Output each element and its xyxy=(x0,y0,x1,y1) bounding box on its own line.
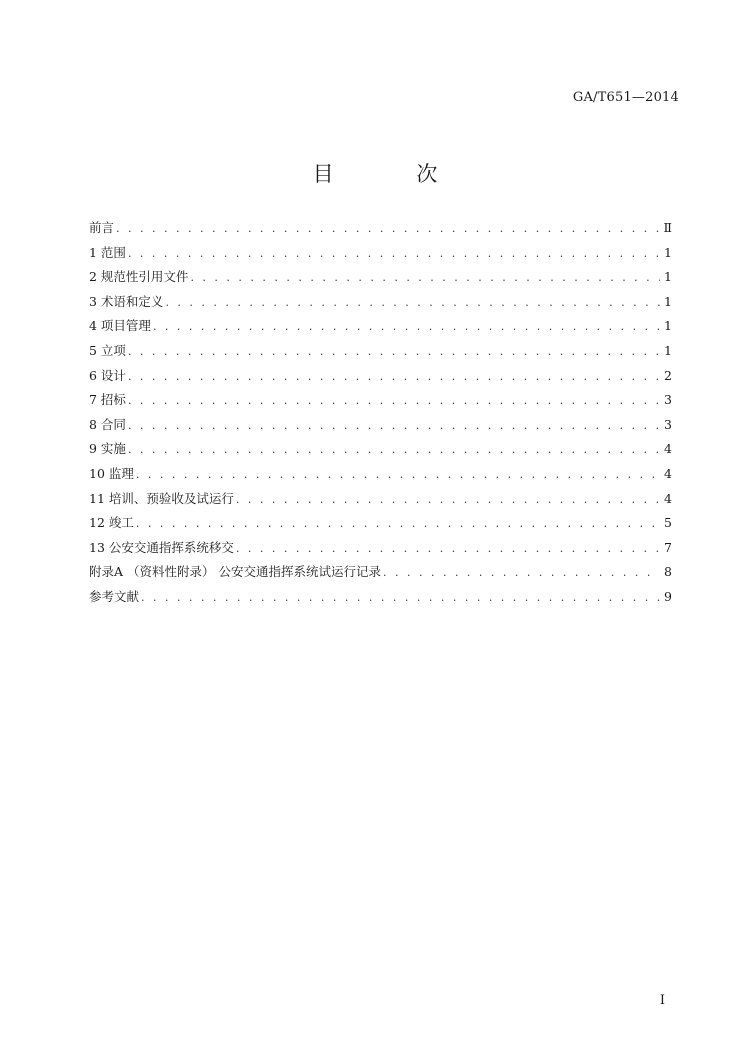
toc-entry-label: 附录A （资料性附录） 公安交通指挥系统试运行记录 xyxy=(89,564,381,580)
toc-entry-page: 1 xyxy=(664,293,672,309)
toc-entry-implementation[interactable] xyxy=(89,437,672,462)
toc-entry-page: 1 xyxy=(664,269,672,285)
toc-entry-bibliography[interactable] xyxy=(89,585,672,610)
toc-entry-label: 6 设计 xyxy=(89,367,126,383)
page-number: Ⅰ xyxy=(659,993,665,1008)
toc-entry-label: 4 项目管理 xyxy=(89,318,151,334)
toc-entry-page: 7 xyxy=(664,539,672,555)
toc-entry-page: 9 xyxy=(664,588,672,604)
toc-entry-page: 5 xyxy=(664,515,672,531)
toc-entry-terms-definitions[interactable] xyxy=(89,290,672,315)
toc-entry-appendix-a[interactable] xyxy=(89,560,672,585)
toc-entry-label: 11 培训、预验收及试运行 xyxy=(89,490,234,506)
toc-leader-dots xyxy=(128,340,660,365)
toc-entry-supervision[interactable] xyxy=(89,462,672,487)
toc-entry-normative-references[interactable] xyxy=(89,265,672,290)
toc-leader-dots xyxy=(128,389,660,414)
toc-entry-label: 8 合同 xyxy=(89,416,126,432)
toc-leader-dots xyxy=(136,463,660,488)
toc-entry-system-handover[interactable] xyxy=(89,536,672,561)
toc-entry-completion[interactable] xyxy=(89,511,672,536)
toc-leader-dots xyxy=(165,291,660,316)
toc-entry-label: 1 范围 xyxy=(89,244,126,260)
toc-entry-page: 3 xyxy=(664,416,672,432)
toc-entry-page: 4 xyxy=(664,465,672,481)
toc-entry-foreword[interactable] xyxy=(89,216,672,241)
toc-entry-label: 参考文献 xyxy=(89,588,140,604)
toc-leader-dots xyxy=(383,561,660,586)
toc-leader-dots xyxy=(236,488,660,513)
document-id: GA/T651—2014 xyxy=(572,90,679,105)
toc-leader-dots xyxy=(128,242,660,267)
toc-entry-page: 1 xyxy=(664,244,672,260)
toc-entry-project-initiation[interactable] xyxy=(89,339,672,364)
toc-entry-label: 5 立项 xyxy=(89,342,126,358)
table-of-contents xyxy=(89,216,672,610)
page-title: 目 次 xyxy=(312,162,476,186)
toc-entry-page: 4 xyxy=(664,490,672,506)
toc-entry-training-acceptance[interactable] xyxy=(89,487,672,512)
toc-entry-contract[interactable] xyxy=(89,413,672,438)
toc-entry-label: 12 竣工 xyxy=(89,515,134,531)
toc-leader-dots xyxy=(141,586,660,611)
toc-entry-label: 9 实施 xyxy=(89,441,126,457)
toc-entry-page: 8 xyxy=(664,564,672,580)
toc-entry-page: Ⅱ xyxy=(663,220,672,235)
toc-leader-dots xyxy=(236,537,660,562)
toc-entry-bidding[interactable] xyxy=(89,388,672,413)
toc-entry-label: 13 公安交通指挥系统移交 xyxy=(89,539,234,555)
toc-leader-dots xyxy=(128,438,660,463)
toc-entry-page: 3 xyxy=(664,392,672,408)
toc-entry-scope[interactable] xyxy=(89,241,672,266)
toc-entry-project-management[interactable] xyxy=(89,314,672,339)
toc-entry-page: 4 xyxy=(664,441,672,457)
toc-entry-label: 10 监理 xyxy=(89,465,134,481)
toc-entry-label: 前言 xyxy=(89,220,115,235)
toc-entry-design[interactable] xyxy=(89,364,672,389)
toc-leader-dots xyxy=(153,315,660,340)
toc-entry-page: 1 xyxy=(664,342,672,358)
toc-entry-label: 2 规范性引用文件 xyxy=(89,269,189,285)
toc-entry-page: 2 xyxy=(664,367,672,383)
toc-leader-dots xyxy=(190,266,660,291)
toc-entry-label: 3 术语和定义 xyxy=(89,293,164,309)
toc-leader-dots xyxy=(116,217,659,242)
toc-entry-page: 1 xyxy=(664,318,672,334)
toc-leader-dots xyxy=(128,414,660,439)
toc-leader-dots xyxy=(128,365,660,390)
toc-leader-dots xyxy=(136,512,660,537)
toc-entry-label: 7 招标 xyxy=(89,392,126,408)
